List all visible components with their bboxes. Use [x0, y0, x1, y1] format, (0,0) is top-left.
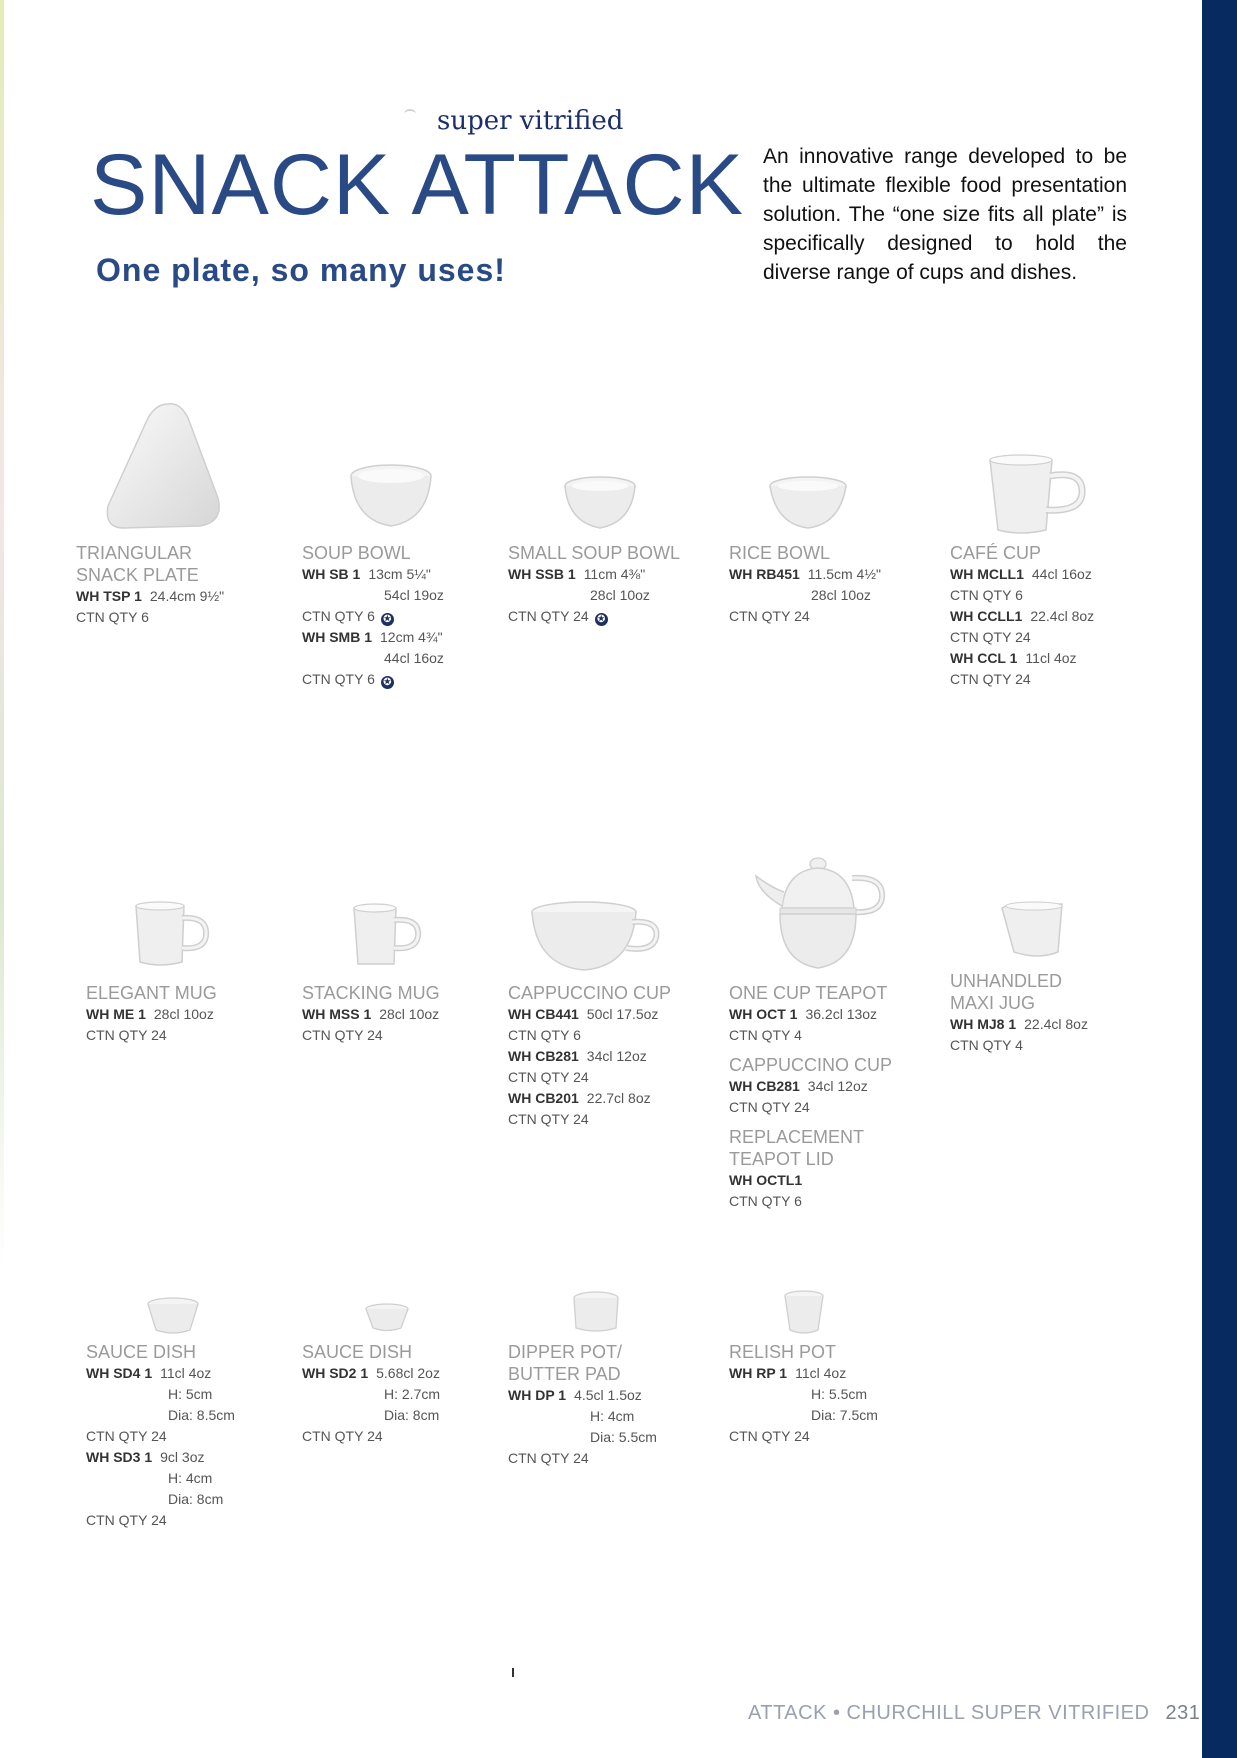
- spec-text: H: 4cm: [168, 1470, 213, 1486]
- spec-line: [302, 606, 444, 627]
- product-code: WH CB201: [508, 1090, 579, 1106]
- spec-text: 28cl 10oz: [153, 1006, 214, 1022]
- spec-text: 11cl 4oz: [1025, 650, 1077, 666]
- product-cappuccino-cup: [508, 982, 671, 1130]
- spec-text: 22.4cl 8oz: [1030, 608, 1095, 624]
- product-name: CAPPUCCINO CUP: [508, 983, 672, 1003]
- product-name: RELISH POT: [729, 1342, 837, 1362]
- spec-line: [950, 564, 1094, 585]
- spec-line: [729, 585, 881, 606]
- spec-line: [86, 1510, 235, 1531]
- spec-line: [508, 606, 680, 627]
- spec-line: [729, 1384, 878, 1405]
- product-code: WH CCLL1: [950, 608, 1023, 624]
- spec-line: [950, 627, 1094, 648]
- page-number: 231: [1165, 1702, 1201, 1724]
- triangular-plate-icon: [100, 398, 230, 538]
- spec-line: [950, 648, 1094, 669]
- spec-text: CTN QTY 4: [729, 1027, 802, 1043]
- spec-line: [302, 1363, 440, 1384]
- spec-text: 44cl 16oz: [1031, 566, 1092, 582]
- spec-line: [508, 1406, 657, 1427]
- spec-line: [950, 585, 1094, 606]
- product-name: CAPPUCCINO CUP: [729, 1055, 893, 1075]
- spec-line: [729, 564, 881, 585]
- brand-name: super vitrified: [437, 106, 624, 136]
- product-name: UNHANDLED: [950, 971, 1063, 991]
- product-sauce-dish-large: [86, 1341, 235, 1531]
- spec-text: CTN QTY 6: [729, 1193, 802, 1209]
- product-code: WH SD2 1: [302, 1365, 369, 1381]
- spec-text: H: 2.7cm: [384, 1386, 441, 1402]
- footer-text: ATTACK • CHURCHILL SUPER VITRIFIED: [748, 1702, 1150, 1724]
- product-name: REPLACEMENT: [729, 1127, 865, 1147]
- product-name: MAXI JUG: [950, 993, 1036, 1013]
- spec-text: 54cl 19oz: [384, 587, 444, 603]
- spec-line: [76, 586, 224, 607]
- spec-line: [729, 1025, 892, 1046]
- page-footer: [748, 1702, 1200, 1725]
- product-code: WH MSS 1: [302, 1006, 372, 1022]
- product-unhandled-maxi-jug: [950, 970, 1088, 1056]
- spec-line: [508, 1448, 657, 1469]
- spec-text: CTN QTY 6: [508, 1027, 581, 1043]
- spec-line: [302, 1004, 440, 1025]
- spec-line: [508, 1004, 671, 1025]
- spec-line: [508, 1385, 657, 1406]
- product-name: STACKING MUG: [302, 983, 440, 1003]
- product-name: ONE CUP TEAPOT: [729, 983, 888, 1003]
- spec-line: [950, 606, 1094, 627]
- product-code: WH RP 1: [729, 1365, 788, 1381]
- spec-text: CTN QTY 24: [508, 1069, 589, 1085]
- spec-text: CTN QTY 24: [86, 1512, 167, 1528]
- spec-text: 22.4cl 8oz: [1024, 1016, 1088, 1032]
- spec-text: H: 5.5cm: [811, 1386, 868, 1402]
- product-relish-pot: [729, 1341, 878, 1447]
- spec-text: CTN QTY 24: [729, 1099, 810, 1115]
- spec-text: 11cl 4oz: [795, 1365, 847, 1381]
- product-stacking-mug: [302, 982, 440, 1046]
- spec-text: CTN QTY 6: [76, 609, 149, 625]
- product-code: WH MCLL1: [950, 566, 1024, 582]
- spec-line: [729, 1191, 892, 1212]
- spec-line: [302, 1384, 440, 1405]
- spec-text: CTN QTY 4: [950, 1037, 1023, 1053]
- spec-line: [508, 1046, 671, 1067]
- product-cafe-cup: [950, 542, 1094, 690]
- product-sauce-dish-small: [302, 1341, 440, 1447]
- spec-text: CTN QTY 6: [302, 608, 375, 624]
- spec-text: CTN QTY 24: [508, 1450, 589, 1466]
- spec-text: CTN QTY 24: [508, 608, 589, 624]
- product-code: WH CCL 1: [950, 650, 1018, 666]
- soup-bowl-icon: [348, 462, 434, 534]
- spec-text: CTN QTY 24: [86, 1027, 167, 1043]
- product-name: SMALL SOUP BOWL: [508, 543, 681, 563]
- spec-line: [86, 1489, 235, 1510]
- spec-line: [302, 1405, 440, 1426]
- cappuccino-cup-icon: [530, 900, 664, 974]
- spec-text: 4.5cl 1.5oz: [574, 1387, 642, 1403]
- spec-text: 24.4cm 9½": [149, 588, 225, 604]
- spec-line: [729, 1097, 892, 1118]
- product-name: SNACK PLATE: [76, 565, 199, 585]
- star-icon: ✪: [381, 613, 394, 626]
- spec-line: [729, 1004, 892, 1025]
- spec-text: CTN QTY 24: [86, 1428, 167, 1444]
- spec-text: 28cl 10oz: [590, 587, 650, 603]
- product-code: WH CB281: [508, 1048, 579, 1064]
- star-icon: ✪: [381, 676, 394, 689]
- product-code: WH CB281: [729, 1078, 800, 1094]
- spec-line: [86, 1447, 235, 1468]
- spec-line: [508, 585, 680, 606]
- spec-text: Dia: 8cm: [168, 1491, 224, 1507]
- product-rice-bowl: [729, 542, 881, 627]
- spec-line: [950, 669, 1094, 690]
- product-name: ELEGANT MUG: [86, 983, 217, 1003]
- spec-text: 11.5cm 4½": [807, 566, 881, 582]
- spec-text: 5.68cl 2oz: [376, 1365, 440, 1381]
- dipper-pot-icon: [570, 1290, 622, 1336]
- spec-text: 9cl 3oz: [160, 1449, 205, 1465]
- rice-bowl-icon: [766, 474, 850, 534]
- product-elegant-mug: [86, 982, 217, 1046]
- product-name: SAUCE DISH: [86, 1342, 197, 1362]
- spec-text: CTN QTY 24: [950, 671, 1031, 687]
- unhandled-maxi-jug-icon: [998, 900, 1068, 962]
- product-code: WH SB 1: [302, 566, 361, 582]
- spec-line: [508, 1067, 671, 1088]
- spec-text: 44cl 16oz: [384, 650, 444, 666]
- spec-text: 34cl 12oz: [807, 1078, 868, 1094]
- product-small-soup-bowl: [508, 542, 680, 627]
- product-name: RICE BOWL: [729, 543, 831, 563]
- page-mark: [512, 1668, 514, 1677]
- spec-line: [302, 648, 444, 669]
- spec-text: CTN QTY 24: [950, 629, 1031, 645]
- spec-text: 11cl 4oz: [160, 1365, 212, 1381]
- spec-line: [302, 585, 444, 606]
- product-dipper-pot: [508, 1341, 657, 1469]
- spec-line: [508, 1025, 671, 1046]
- spec-line: [729, 1170, 892, 1191]
- product-name: DIPPER POT/: [508, 1342, 623, 1362]
- product-code: WH DP 1: [508, 1387, 567, 1403]
- spec-text: H: 4cm: [590, 1408, 635, 1424]
- spec-text: Dia: 5.5cm: [590, 1429, 657, 1445]
- product-name: SOUP BOWL: [302, 543, 411, 563]
- spec-line: [508, 1427, 657, 1448]
- star-icon: ✪: [595, 613, 608, 626]
- spec-text: CTN QTY 24: [729, 1428, 810, 1444]
- spec-line: [86, 1468, 235, 1489]
- spec-text: 11cm 4⅜": [583, 566, 646, 582]
- product-code: WH SD4 1: [86, 1365, 153, 1381]
- brand-mark-icon: [404, 109, 416, 119]
- intro-paragraph: An innovative range developed to be the ultimate flexible food presentation solution. The “one size fits all plate” is specifically designed to hold the diverse range of cups and dishes.: [763, 145, 1127, 284]
- spec-text: H: 5cm: [168, 1386, 213, 1402]
- sauce-dish-small-icon: [364, 1302, 410, 1334]
- spec-line: [86, 1025, 217, 1046]
- spec-text: CTN QTY 6: [302, 671, 375, 687]
- spec-text: 22.7cl 8oz: [586, 1090, 651, 1106]
- stacking-mug-icon: [350, 902, 426, 970]
- product-name: TRIANGULAR: [76, 543, 193, 563]
- product-code: WH OCTL1: [729, 1172, 803, 1188]
- small-soup-bowl-icon: [562, 474, 638, 534]
- spec-text: 36.2cl 13oz: [805, 1006, 878, 1022]
- product-code: WH ME 1: [86, 1006, 146, 1022]
- spec-line: [86, 1363, 235, 1384]
- spec-line: [950, 1014, 1088, 1035]
- page-subtitle: One plate, so many uses!: [96, 252, 506, 288]
- product-code: WH OCT 1: [729, 1006, 798, 1022]
- spec-line: [729, 606, 881, 627]
- spec-line: [508, 1109, 671, 1130]
- spec-line: [302, 627, 444, 648]
- brand-sidebar: [1202, 0, 1237, 1758]
- product-name: BUTTER PAD: [508, 1364, 621, 1384]
- product-code: WH MJ8 1: [950, 1016, 1017, 1032]
- product-triangular-snack-plate: [76, 542, 224, 628]
- spec-line: [950, 1035, 1088, 1056]
- spec-line: [86, 1004, 217, 1025]
- product-code: WH SMB 1: [302, 629, 372, 645]
- spec-text: CTN QTY 24: [302, 1428, 383, 1444]
- spec-text: 28cl 10oz: [811, 587, 871, 603]
- product-code: WH TSP 1: [76, 588, 142, 604]
- product-code: WH SD3 1: [86, 1449, 153, 1465]
- product-name: CAFÉ CUP: [950, 543, 1042, 563]
- sauce-dish-large-icon: [146, 1296, 200, 1336]
- spec-line: [729, 1363, 878, 1384]
- spec-text: CTN QTY 24: [729, 608, 810, 624]
- spec-text: 13cm 5¼": [368, 566, 431, 582]
- product-name: SAUCE DISH: [302, 1342, 413, 1362]
- spec-text: 34cl 12oz: [586, 1048, 647, 1064]
- product-code: WH SSB 1: [508, 566, 576, 582]
- spec-text: CTN QTY 24: [508, 1111, 589, 1127]
- spec-line: [508, 564, 680, 585]
- spec-line: [729, 1426, 878, 1447]
- product-soup-bowl: [302, 542, 444, 690]
- spec-line: [302, 1025, 440, 1046]
- spec-text: 28cl 10oz: [379, 1006, 440, 1022]
- spec-line: [508, 1088, 671, 1109]
- relish-pot-icon: [782, 1288, 826, 1338]
- spec-line: [729, 1405, 878, 1426]
- left-edge-stripe: [0, 0, 4, 1270]
- spec-text: Dia: 8.5cm: [168, 1407, 235, 1423]
- elegant-mug-icon: [132, 900, 214, 970]
- cafe-cup-icon: [984, 454, 1090, 536]
- spec-line: [86, 1384, 235, 1405]
- spec-line: [729, 1076, 892, 1097]
- product-code: WH CB441: [508, 1006, 579, 1022]
- spec-text: Dia: 8cm: [384, 1407, 440, 1423]
- spec-line: [86, 1426, 235, 1447]
- spec-text: 50cl 17.5oz: [586, 1006, 659, 1022]
- spec-line: [86, 1405, 235, 1426]
- product-one-cup-teapot: [729, 982, 892, 1212]
- product-name: TEAPOT LID: [729, 1149, 834, 1169]
- spec-text: CTN QTY 24: [302, 1027, 383, 1043]
- page-title: SNACK ATTACK: [90, 137, 744, 233]
- spec-line: [76, 607, 224, 628]
- spec-line: [302, 1426, 440, 1447]
- one-cup-teapot-icon: [752, 852, 888, 974]
- product-code: WH RB451: [729, 566, 800, 582]
- spec-text: Dia: 7.5cm: [811, 1407, 878, 1423]
- spec-text: CTN QTY 6: [950, 587, 1023, 603]
- spec-text: 12cm 4¾": [380, 629, 443, 645]
- spec-line: [302, 669, 444, 690]
- spec-line: [302, 564, 444, 585]
